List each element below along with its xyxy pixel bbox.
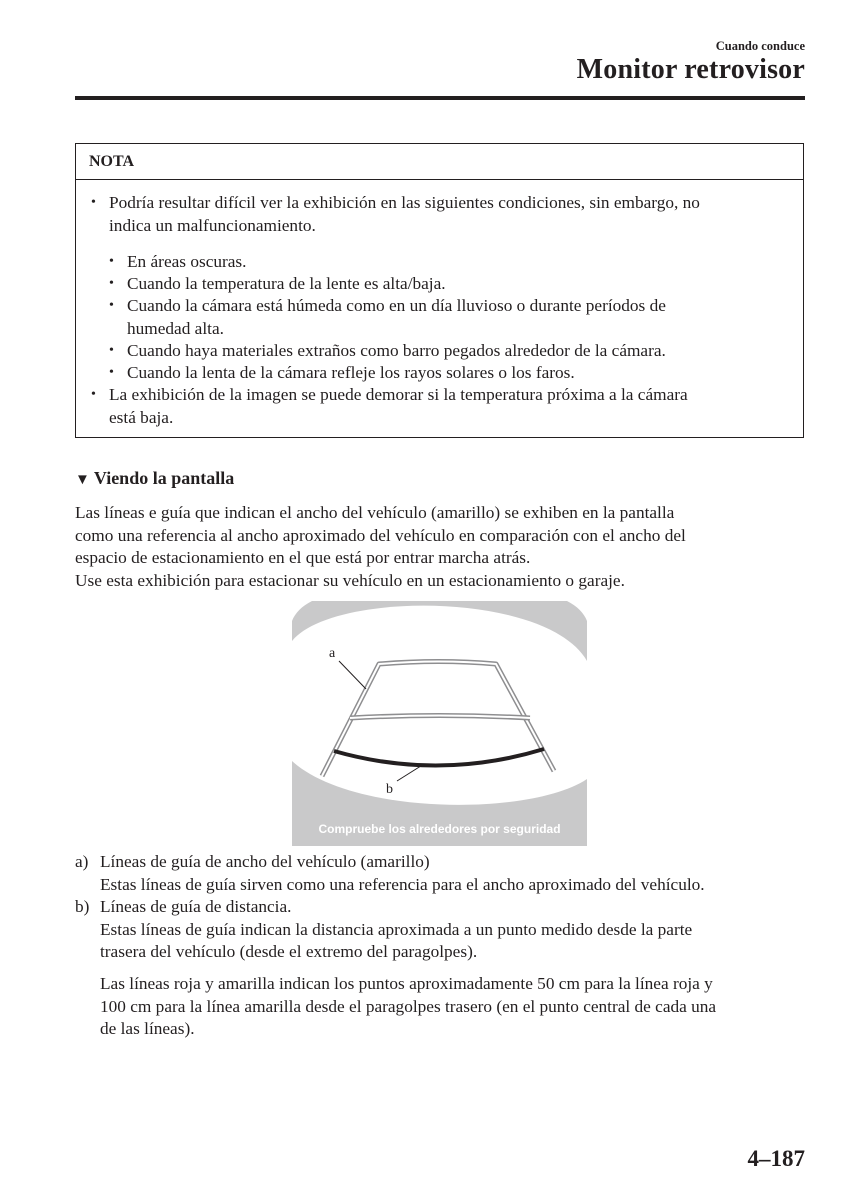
paragraph-line: Use esta exhibición para estacionar su vehículo en un estacionamiento o garaje. xyxy=(75,570,625,590)
note-item-line: Podría resultar difícil ver la exhibición en las siguientes condiciones, sin embargo, no xyxy=(109,193,700,212)
figure-label-b: b xyxy=(386,782,393,797)
note-subitem xyxy=(109,340,797,363)
list-item-b-extra xyxy=(100,973,805,1041)
paragraph-line: como una referencia al ancho aproximado del vehículo en comparación con el ancho del xyxy=(75,525,686,545)
triangle-down-icon: ▼ xyxy=(75,472,90,488)
note-subitem-line: En áreas oscuras. xyxy=(127,252,247,271)
bullet-icon: • xyxy=(109,298,114,313)
list-item-desc: 100 cm para la línea amarilla desde el paragolpes trasero (en el punto central de cada una xyxy=(100,996,717,1016)
section-paragraph xyxy=(75,502,805,592)
note-subitem-line: humedad alta. xyxy=(127,318,224,338)
camera-view-area xyxy=(292,606,587,805)
list-item-b xyxy=(100,896,805,964)
note-subitem xyxy=(109,295,797,340)
list-item-desc: de las líneas). xyxy=(100,1019,195,1038)
note-item-line: indica un malfuncionamiento. xyxy=(109,215,316,235)
note-heading: NOTA xyxy=(76,144,803,180)
figure-caption: Compruebe los alrededores por seguridad xyxy=(318,822,561,836)
list-item-title: Líneas de guía de ancho del vehículo (amarillo) xyxy=(100,852,430,871)
note-subitem xyxy=(109,273,797,296)
section-heading xyxy=(75,468,234,489)
rear-camera-illustration xyxy=(292,601,587,846)
list-label-b: b) xyxy=(75,897,90,916)
section-name: Cuando conduce xyxy=(715,39,805,53)
page-title: Monitor retrovisor xyxy=(576,54,805,85)
list-item-desc: Las líneas roja y amarilla indican los puntos aproximadamente 50 cm para la línea roja y xyxy=(100,974,713,993)
paragraph-line: Las líneas e guía que indican el ancho del vehículo (amarillo) se exhiben en la pantalla xyxy=(75,503,675,522)
paragraph-line: espacio de estacionamiento en el que está por entrar marcha atrás. xyxy=(75,548,531,567)
list-item-desc: Estas líneas de guía sirven como una referencia para el ancho aproximado del vehículo. xyxy=(100,874,705,894)
list-item-desc: trasera del vehículo (desde el extremo del paragolpes). xyxy=(100,942,478,961)
bullet-icon: • xyxy=(91,387,96,402)
note-subitem-line: Cuando haya materiales extraños como barro pegados alrededor de la cámara. xyxy=(127,341,666,360)
note-subitem xyxy=(109,251,797,274)
note-box xyxy=(75,143,804,438)
list-label-a: a) xyxy=(75,852,89,871)
list-item-title: Líneas de guía de distancia. xyxy=(100,897,292,916)
bullet-icon: • xyxy=(109,276,114,291)
note-subitem-line: Cuando la lenta de la cámara refleje los rayos solares o los faros. xyxy=(127,363,575,382)
note-subitem-line: Cuando la cámara está húmeda como en un día lluvioso o durante períodos de xyxy=(127,296,666,315)
note-item-line: La exhibición de la imagen se puede demorar si la temperatura próxima a la cámara xyxy=(109,385,688,404)
note-subitem xyxy=(109,362,797,385)
header-rule xyxy=(75,96,805,100)
page-number: 4–187 xyxy=(747,1146,805,1171)
bullet-icon: • xyxy=(109,343,114,358)
bullet-icon: • xyxy=(91,195,96,210)
bullet-icon: • xyxy=(109,254,114,269)
section-heading-text: Viendo la pantalla xyxy=(93,468,235,488)
note-subitem-line: Cuando la temperatura de la lente es alta/baja. xyxy=(127,274,446,293)
bullet-icon: • xyxy=(109,365,114,380)
note-item xyxy=(91,192,799,237)
list-item-a xyxy=(100,851,805,896)
note-item-line: está baja. xyxy=(109,407,174,427)
list-item-desc: Estas líneas de guía indican la distancia aproximada a un punto medido desde la parte xyxy=(100,919,693,939)
figure-label-a: a xyxy=(329,646,336,661)
note-item xyxy=(91,384,799,429)
